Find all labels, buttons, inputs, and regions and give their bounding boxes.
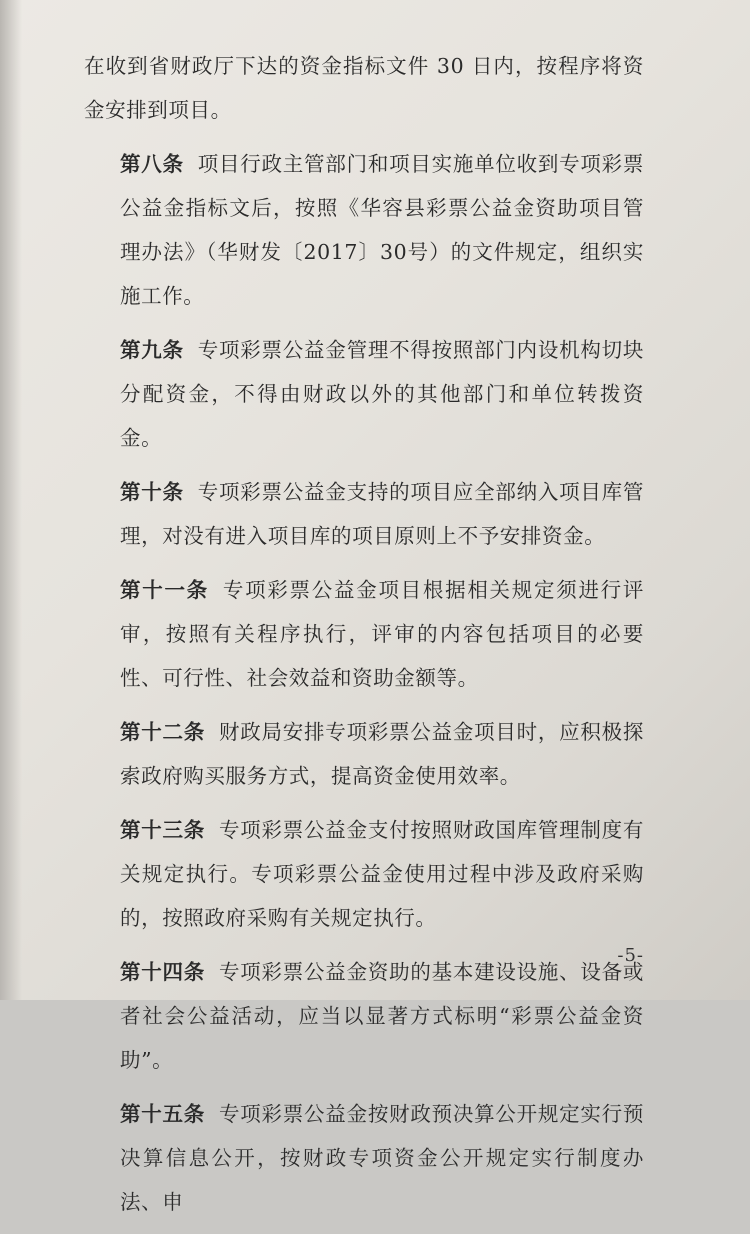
paragraph-body: 财政局安排专项彩票公益金项目时，应积极探索政府购买服务方式，提高资金使用效率。 [120, 720, 644, 788]
paragraph-body: 专项彩票公益金支付按照财政国库管理制度有关规定执行。专项彩票公益金使用过程中涉及政府采购的，按照政府采购有关规定执行。 [120, 818, 644, 930]
page-edge-shadow [0, 0, 22, 1000]
paragraph-body: 专项彩票公益金管理不得按照部门内设机构切块分配资金，不得由财政以外的其他部门和单位转拨资金。 [120, 338, 644, 450]
paragraph-body: 专项彩票公益金资助的基本建设设施、设备或者社会公益活动，应当以显著方式标明“彩票公益金资助”。 [120, 960, 644, 1072]
article-heading: 第十一条 [120, 578, 209, 602]
paragraph-body: 在收到省财政厅下达的资金指标文件 30 日内，按程序将资金安排到项目。 [84, 54, 644, 122]
paragraph-body: 专项彩票公益金项目根据相关规定须进行评审，按照有关程序执行，评审的内容包括项目的必要性、可行性、社会效益和资助金额等。 [120, 578, 644, 690]
article-15 [84, 1092, 644, 1224]
article-heading: 第十三条 [120, 818, 206, 842]
article-heading: 第十五条 [120, 1102, 206, 1126]
article-8 [84, 142, 644, 318]
paragraph-continuation [84, 44, 644, 132]
article-heading: 第十条 [120, 480, 184, 504]
article-heading: 第九条 [120, 338, 184, 362]
article-10 [84, 470, 644, 558]
article-12 [84, 710, 644, 798]
article-heading: 第十四条 [120, 960, 206, 984]
article-14 [84, 950, 644, 1082]
paragraph-body: 项目行政主管部门和项目实施单位收到专项彩票公益金指标文后，按照《华容县彩票公益金资助项目管理办法》（华财发〔2017〕30号）的文件规定，组织实施工作。 [120, 152, 644, 308]
article-13 [84, 808, 644, 940]
paragraph-body: 专项彩票公益金支持的项目应全部纳入项目库管理，对没有进入项目库的项目原则上不予安排资金。 [120, 480, 644, 548]
article-9 [84, 328, 644, 460]
paragraph-body: 专项彩票公益金按财政预决算公开规定实行预决算信息公开，按财政专项资金公开规定实行制度办法、申 [120, 1102, 644, 1214]
article-11 [84, 568, 644, 700]
article-heading: 第八条 [120, 152, 184, 176]
article-heading: 第十二条 [120, 720, 206, 744]
page-number: -5- [617, 945, 644, 966]
document-body [84, 44, 644, 1234]
